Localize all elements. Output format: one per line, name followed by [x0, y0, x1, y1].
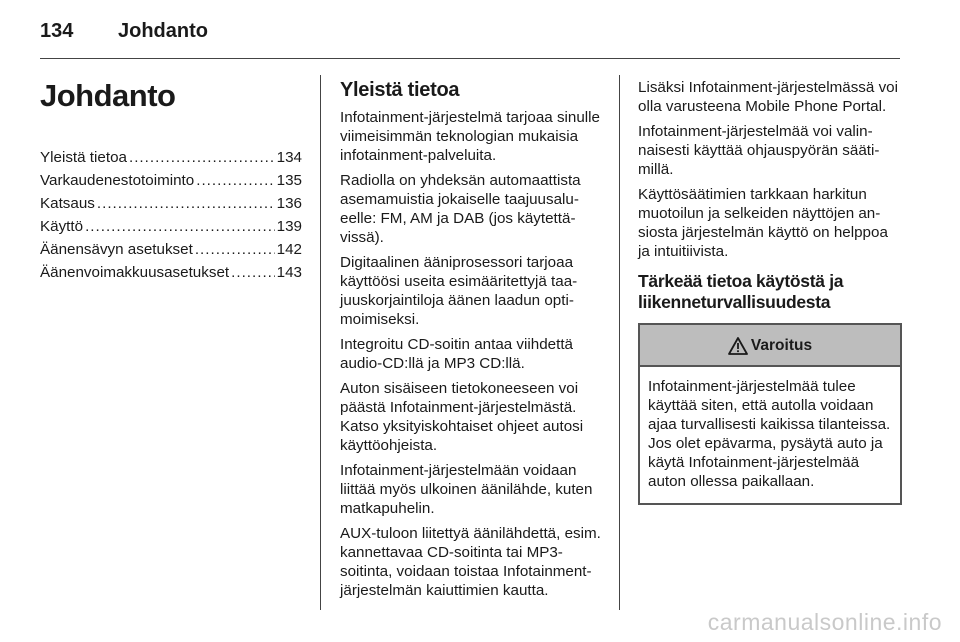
- watermark: carmanualsonline.info: [707, 609, 942, 635]
- toc-leader-dots: [97, 194, 275, 213]
- toc-leader-dots: [85, 217, 275, 236]
- page-number: 134: [40, 20, 74, 42]
- toc-entry-label: Katsaus: [40, 195, 95, 212]
- paragraph: Lisäksi Infotainment-järjestelmässä voi olla varusteena Mobile Phone Portal.: [638, 79, 898, 115]
- paragraph: Käyttösäätimien tarkkaan harkitun muotoilun ja selkeiden näyttöjen ansiosta järjestelmän käyttö on helppoa ja intuitiivista.: [638, 186, 888, 260]
- running-title: Johdanto: [118, 20, 208, 42]
- paragraph: Integroitu CD-soitin antaa viihdettä audio-CD:llä ja MP3 CD:llä.: [340, 336, 574, 372]
- paragraph: Infotainment-järjestelmää voi valinnaisesti käyttää ohjauspyörän säätimillä.: [638, 123, 880, 178]
- paragraph: AUX-tuloon liitettyä äänilähdettä, esim. kannettavaa CD-soitinta tai MP3-soitinta, voidaan toistaa Infotainment-järjestelmän kaiuttimien kautta.: [340, 525, 601, 599]
- toc-entry-page: 143: [276, 264, 302, 281]
- toc-leader-dots: [231, 263, 275, 282]
- toc-entry[interactable]: [40, 217, 302, 240]
- toc-leader-dots: [195, 240, 275, 259]
- toc-entry-page: 134: [276, 149, 302, 166]
- warning-title: Varoitus: [750, 336, 813, 354]
- warning-header: [640, 325, 900, 367]
- column-divider-left: [320, 75, 321, 610]
- paragraph: Digitaalinen ääniprosessori tarjoaa käyttöösi useita esimääritettyjä taajuuskorjaintiloja äänen laadun optimoimiseksi.: [340, 254, 578, 328]
- paragraph: Infotainment-järjestelmä tarjoaa sinulle viimeisimmän teknologian mukaisia infotainment-palveluita.: [340, 109, 601, 164]
- warning-box: [638, 323, 902, 505]
- toc-entry[interactable]: [40, 240, 302, 263]
- toc-entry-label: Äänensävyn asetukset: [40, 241, 193, 258]
- toc-entry-page: 139: [276, 218, 302, 235]
- toc-entry-page: 135: [276, 172, 302, 189]
- paragraph: Auton sisäiseen tietokoneeseen voi päästä Infotainment-järjestelmästä. Katso yksityiskohtaiset ohjeet autosi käyttöohjeista.: [340, 380, 584, 454]
- warning-triangle-icon: [728, 337, 748, 355]
- toc-entry[interactable]: [40, 171, 302, 194]
- warning-text: Infotainment-järjestelmää tulee käyttää siten, että autolla voidaan ajaa turvallisesti kaikissa tilanteissa. Jos olet epävarma, pysäytä auto ja käytä Infotainment-järjestelmää auton ollessa paikallaan.: [648, 378, 891, 490]
- toc-entry-label: Äänenvoimakkuusasetukset: [40, 264, 230, 281]
- toc-leader-dots: [129, 148, 275, 167]
- toc-entry-page: 142: [276, 241, 302, 258]
- toc-column: [40, 78, 302, 286]
- paragraph: Infotainment-järjestelmään voidaan liittää myös ulkoinen äänilähde, kuten matkapuhelin.: [340, 462, 593, 517]
- safety-column: [638, 78, 902, 505]
- chapter-title: Johdanto: [40, 78, 176, 113]
- column-divider-right: [619, 75, 620, 610]
- toc-entry[interactable]: [40, 194, 302, 217]
- section-heading-safety: Tärkeää tietoa käytöstä ja liikenneturvallisuudesta: [638, 271, 844, 312]
- table-of-contents: [40, 148, 302, 286]
- toc-leader-dots: [196, 171, 274, 190]
- toc-entry[interactable]: [40, 148, 302, 171]
- header-rule: [40, 58, 900, 59]
- toc-entry-label: Varkaudenestotoiminto: [40, 172, 195, 189]
- toc-entry[interactable]: [40, 263, 302, 286]
- toc-entry-label: Yleistä tietoa: [40, 149, 127, 166]
- toc-entry-label: Käyttö: [40, 218, 84, 235]
- toc-entry-page: 136: [276, 195, 302, 212]
- paragraph: Radiolla on yhdeksän automaattista asemamuistia jokaiselle taajuusalueelle: FM, AM ja DAB (jos käytettävissä).: [340, 172, 581, 246]
- section-heading-general: Yleistä tietoa: [340, 79, 460, 101]
- general-info-column: [340, 78, 606, 606]
